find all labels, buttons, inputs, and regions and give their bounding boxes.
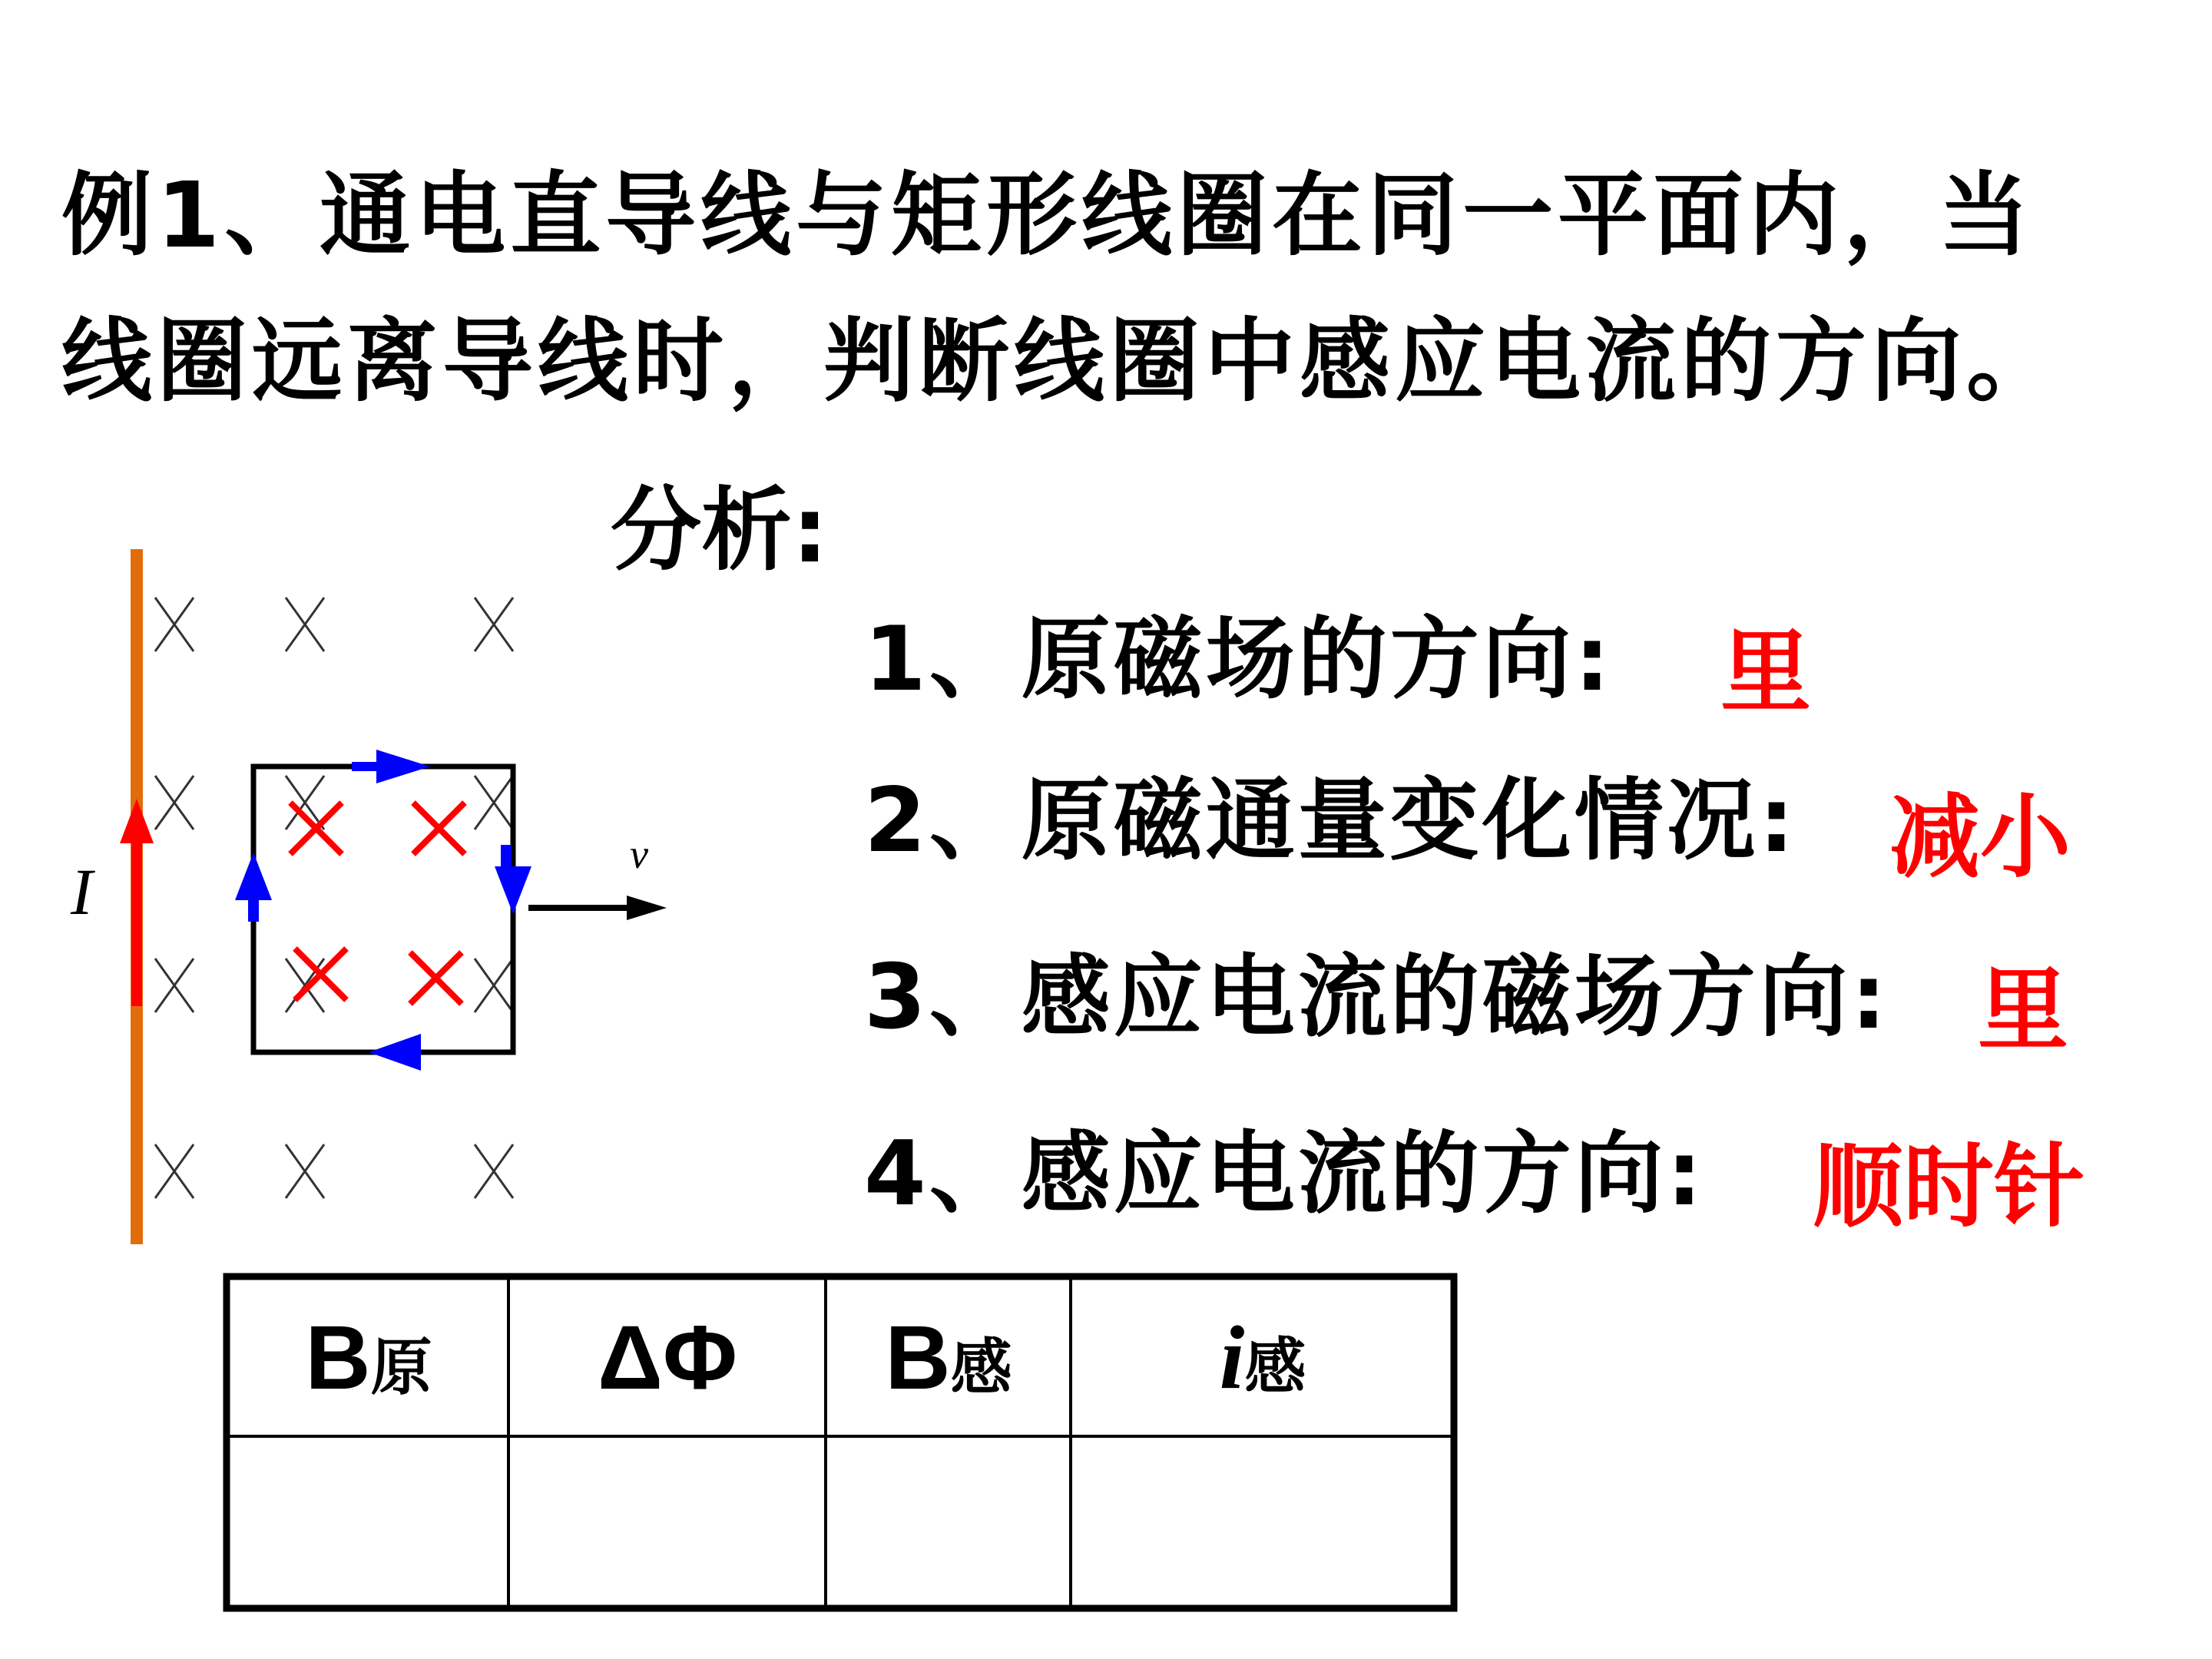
field-mark — [286, 1144, 324, 1198]
header-delta-phi-main: ΔΦ — [598, 1307, 737, 1409]
arrow-bottom-left — [369, 1034, 421, 1071]
arrow-left-up — [235, 853, 272, 900]
step-4-label: 4、感应电流的方向: — [864, 1122, 1706, 1226]
step-2-answer: 减小 — [1889, 784, 2071, 890]
problem-line-2: 线圈远离导线时，判断线圈中感应电流的方向。 — [61, 308, 2062, 414]
field-mark — [155, 598, 194, 651]
header-b-original-sub: 原 — [370, 1332, 432, 1403]
current-label: I — [71, 855, 93, 929]
arrow-top-right — [376, 750, 430, 783]
field-mark — [475, 776, 513, 830]
header-b-induced-sub: 感 — [950, 1332, 1012, 1403]
field-mark — [155, 1144, 194, 1198]
induced-current-arrows — [235, 750, 531, 1071]
table-header-b-induced — [828, 1306, 1069, 1410]
table-header-b-original — [230, 1306, 507, 1410]
field-marks-background — [155, 598, 513, 1198]
field-mark — [155, 776, 194, 830]
header-i-induced-sub: 感 — [1244, 1331, 1306, 1402]
induced-field-marks — [290, 803, 465, 1004]
field-mark — [286, 598, 324, 651]
header-i-induced-main: i — [1219, 1307, 1245, 1408]
induced-field-mark — [413, 803, 465, 854]
arrow-top-right-tail — [352, 762, 384, 771]
velocity-arrow-head — [627, 896, 667, 920]
step-4-answer: 顺时针 — [1813, 1134, 2085, 1240]
rectangular-coil — [253, 767, 513, 1052]
field-mark — [475, 959, 513, 1012]
induced-field-mark — [410, 952, 462, 1004]
step-2-label: 2、原磁通量变化情况: — [864, 769, 1798, 873]
step-3-label: 3、感应电流的磁场方向: — [864, 945, 1890, 1049]
analysis-title: 分析: — [611, 477, 829, 583]
field-mark — [286, 959, 324, 1012]
field-mark — [155, 959, 194, 1012]
current-arrow-head — [120, 799, 154, 843]
arrow-left-up-tail — [248, 899, 259, 922]
table-header-delta-phi — [511, 1306, 824, 1410]
step-1-answer: 里 — [1720, 619, 1812, 725]
arrow-right-down — [495, 866, 531, 914]
field-mark — [475, 1144, 513, 1198]
induced-field-mark — [295, 949, 346, 1000]
induced-field-mark — [290, 803, 342, 854]
problem-line-1: 例1、通电直导线与矩形线圈在同一平面内，当 — [61, 162, 2035, 268]
header-b-original-main: B — [305, 1307, 371, 1409]
table-header-i-induced — [1073, 1306, 1452, 1410]
step-1-label: 1、原磁场的方向: — [864, 608, 1614, 711]
arrow-right-down-tail — [501, 845, 512, 876]
velocity-label: v — [630, 831, 648, 877]
header-b-induced-main: B — [885, 1307, 951, 1409]
field-mark — [475, 598, 513, 651]
step-3-answer: 里 — [1978, 957, 2069, 1063]
